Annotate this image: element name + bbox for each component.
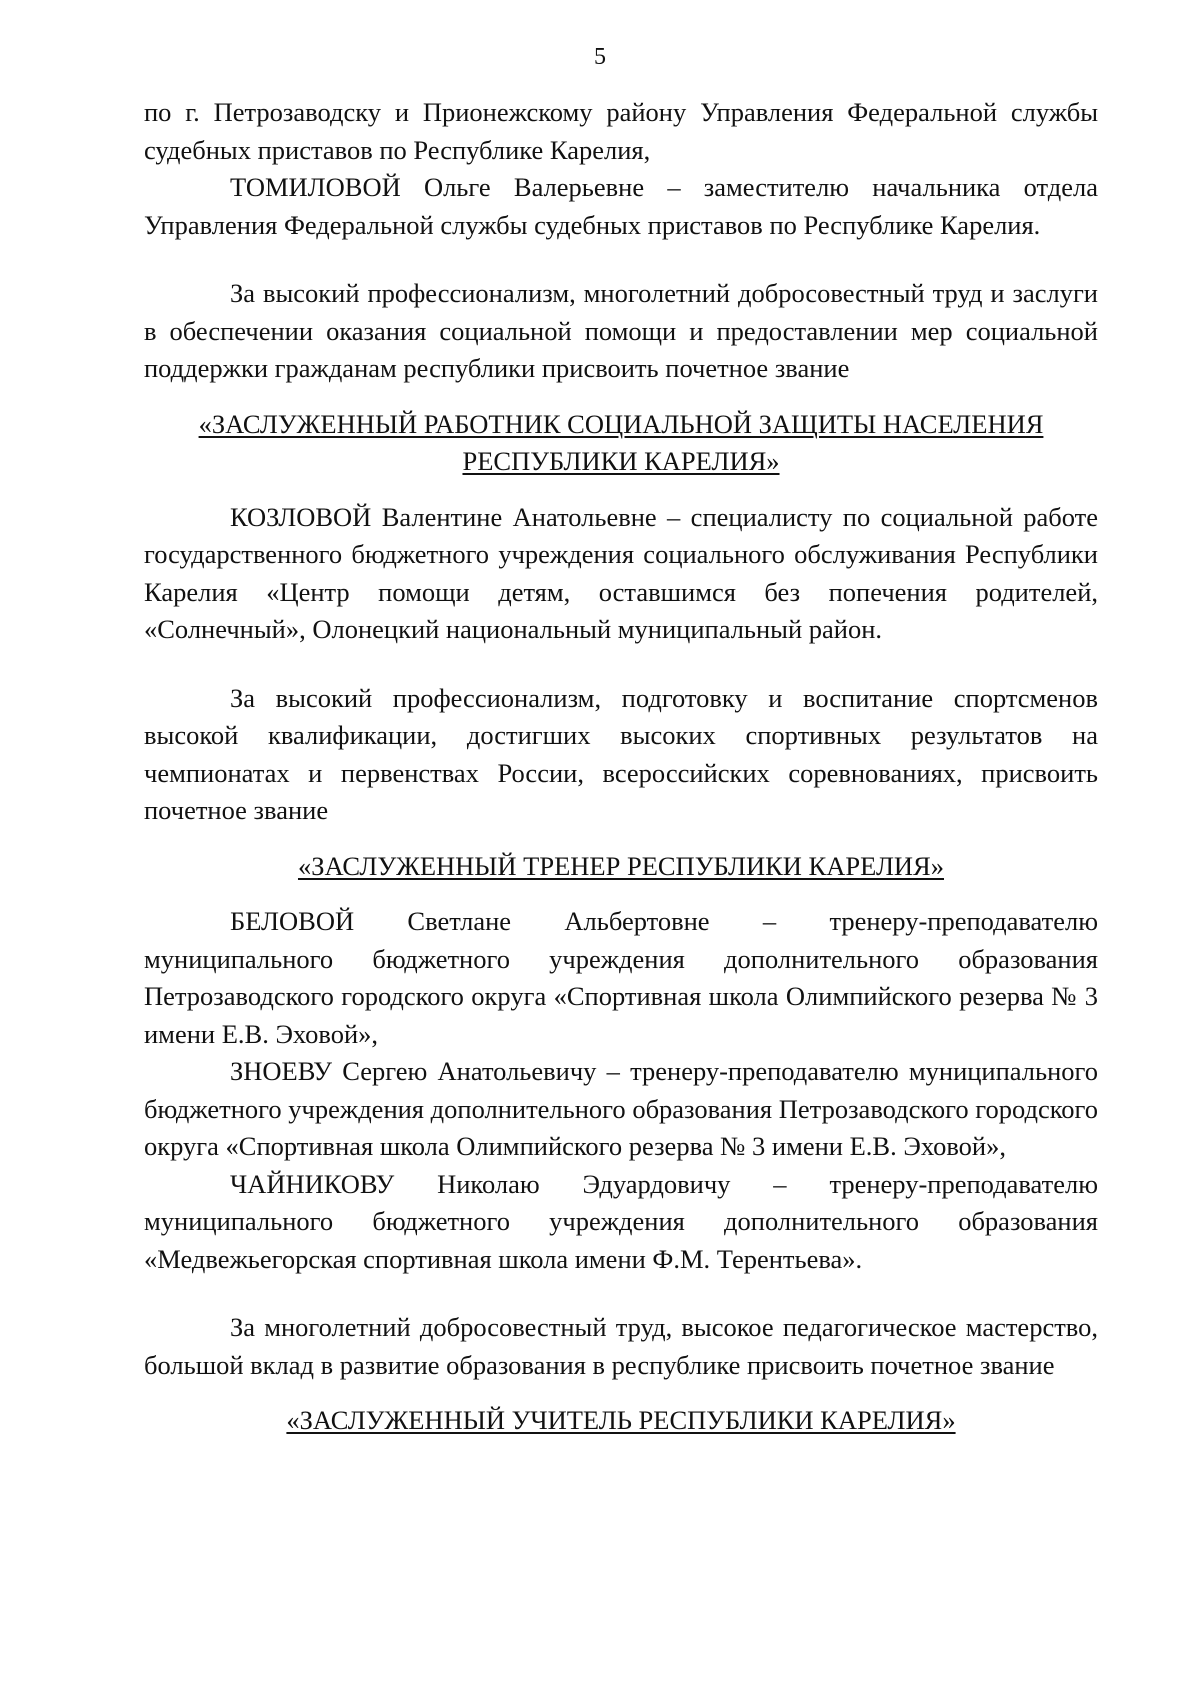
spacer	[144, 885, 1098, 903]
heading-teacher-title: «ЗАСЛУЖЕННЫЙ УЧИТЕЛЬ РЕСПУБЛИКИ КАРЕЛИЯ»	[286, 1405, 956, 1435]
paragraph-chaynikov: ЧАЙНИКОВУ Николаю Эдуардовичу – тренеру-преподавателю муниципального бюджетного учреждения дополнительного образования «Медвежьегорская спортивная школа имени Ф.М. Терентьева».	[144, 1168, 1098, 1274]
paragraph-social-protection-intro: За высокий профессионализм, многолетний добросовестный труд и заслуги в обеспечении оказания социальной помощи и предоставлении мер социальной поддержки гражданам республики присвоить почетное звание	[144, 278, 1098, 383]
page-number: 5	[594, 44, 606, 70]
spacer	[144, 388, 1098, 406]
paragraph-kozlova: КОЗЛОВОЙ Валентине Анатольевне – специалисту по социальной работе государственного бюджетного учреждения социального обслуживания Республики Карелия «Центр помощи детям, оставшимся без попечения родителей, «Солнечный», Олонецкий национальный муниципальный район.	[144, 501, 1098, 644]
spacer	[144, 830, 1098, 848]
spacer	[144, 244, 1098, 275]
paragraph-teacher-intro: За многолетний добросовестный труд, высокое педагогическое мастерство, большой вклад в развитие образования в республике присвоить почетное звание	[144, 1312, 1098, 1380]
paragraph-fssp-department: по г. Петрозаводску и Прионежскому району Управления Федеральной службы судебных приставов по Республике Карелия,	[144, 97, 1098, 165]
spacer	[144, 1384, 1098, 1402]
spacer	[144, 481, 1098, 499]
heading-social-protection-title-line2: РЕСПУБЛИКИ КАРЕЛИЯ»	[462, 446, 780, 476]
heading-social-protection-title-line1: «ЗАСЛУЖЕННЫЙ РАБОТНИК СОЦИАЛЬНОЙ ЗАЩИТЫ НАСЕЛЕНИЯ	[198, 408, 1044, 439]
paragraph-znoev: ЗНОЕВУ Сергею Анатольевичу – тренеру-преподавателю муниципального бюджетного учреждения дополнительного образования Петрозаводского городского округа «Спортивная школа Олимпийского резерва № 3 имени Е.В. Эховой»,	[144, 1056, 1098, 1161]
heading-coach-title: «ЗАСЛУЖЕННЫЙ ТРЕНЕР РЕСПУБЛИКИ КАРЕЛИЯ»	[297, 850, 944, 881]
paragraph-coach-intro: За высокий профессионализм, подготовку и воспитание спортсменов высокой квалификации, достигших высоких спортивных результатов на чемпионатах и первенствах России, всероссийских соревнованиях, присвоить почетное звание	[144, 682, 1098, 825]
document-body	[144, 94, 1098, 1440]
paragraph-belova: БЕЛОВОЙ Светлане Альбертовне – тренеру-преподавателю муниципального бюджетного учреждения дополнительного образования Петрозаводского городского округа «Спортивная школа Олимпийского резерва № 3 имени Е.В. Эховой»,	[144, 906, 1098, 1049]
spacer	[144, 649, 1098, 680]
paragraph-tomilova: ТОМИЛОВОЙ Ольге Валерьевне – заместителю начальника отдела Управления Федеральной службы судебных приставов по Республике Карелия.	[144, 172, 1098, 240]
spacer	[144, 1278, 1098, 1309]
